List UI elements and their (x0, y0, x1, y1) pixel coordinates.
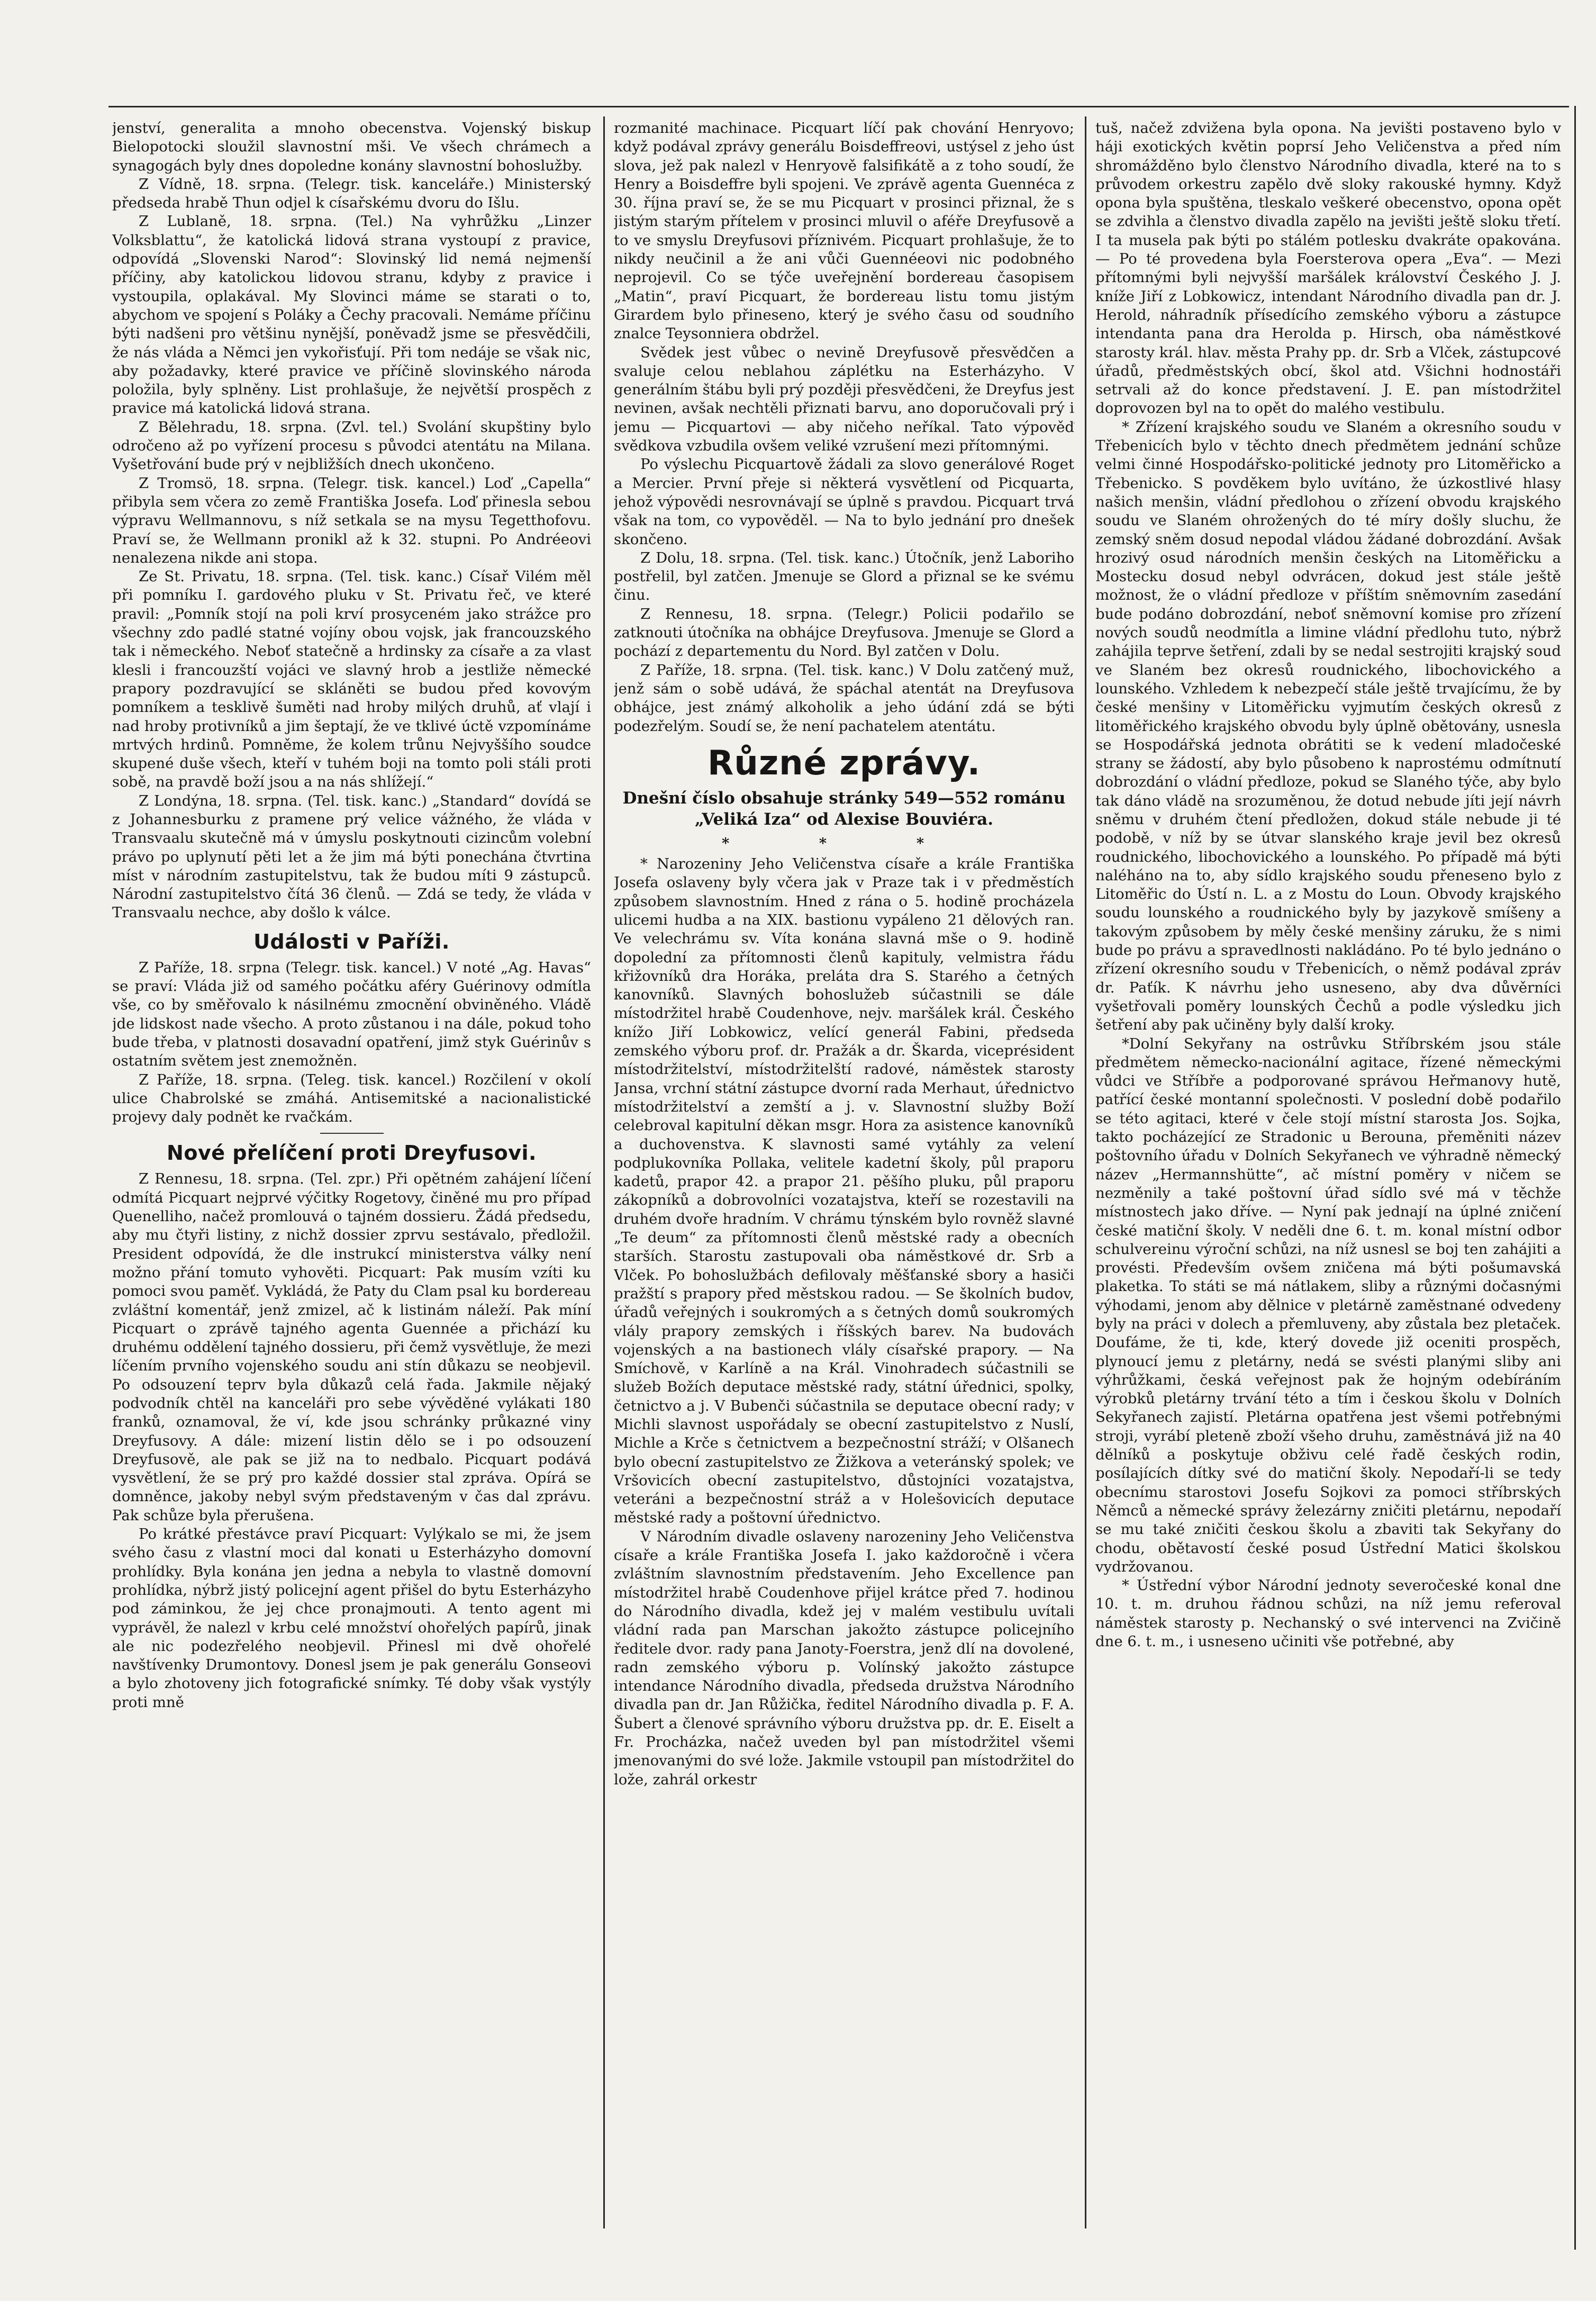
column-right (1095, 119, 1561, 2236)
article-paragraph: Z Paříže, 18. srpna. (Teleg. tisk. kancel.) Rozčilení v okolí ulice Chabrolské se zmáhá. Antisemitské a nacionalistické projevy daly podnět ke rvačkám. (112, 1071, 591, 1126)
article-paragraph: Z Dolu, 18. srpna. (Tel. tisk. kanc.) Útočník, jenž Laboriho postřelil, byl zatčen. Jmenuje se Glord a přiznal se ke svému činu. (614, 549, 1074, 604)
article-paragraph: Z Lublaně, 18. srpna. (Tel.) Na vyhrůžku „Linzer Volksblattu“, že katolická lidová strana vystoupí z pravice, odpovídá „Slovenski Narod“: Slovinský lid nemá nejmenší příčiny, aby katolickou lidovou stranu, kdyby z pravice i vystoupila, oplakával. My Slovinci máme se starati o to, abychom ve spojení s Poláky a Čechy pracovali. Nemáme příčinu býti nadšeni pro většinu nynější, poněvadž jsme se přesvědčili, že nás vláda a Němci jen vykořisťují. Při tom nedáje se však nic, aby požadavky, které pravice ve příčině slovinského národa položila, byly splněny. List prohlašuje, že největší prospěch z pravice má katolická lidová strana. (112, 213, 591, 417)
column-left (112, 119, 591, 2236)
article-paragraph: Z Londýna, 18. srpna. (Tel. tisk. kanc.) „Standard“ dovídá se z Johannesburku z pramene prý velice vážného, že vláda v Transvaalu skutečně má v úmyslu poskytnouti cizincům volební právo po uplynutí pěti let a že jim má býti ponechána čtvrtina míst v národním zastupitelstvu, tak že budou míti 9 zástupců. Národní zastupitelstvo čítá 36 členů. — Zdá se tedy, že vláda v Transvaalu nechce, aby došlo k válce. (112, 792, 591, 922)
article-paragraph: Svědek jest vůbec o nevině Dreyfusově přesvědčen a svaluje celou neblahou záplétku na Esterházyho. V generálním štábu byli prý později přesvědčeni, že Dreyfus jest nevinen, avšak nechtěli přiznati barvu, ano doporučovali prý i jemu — Picquartovi — aby ničeho neříkal. Tato výpověď svědkova vzbudila ovšem veliké vzrušení mezi přítomnými. (614, 344, 1074, 455)
asterisk-divider: * * * (721, 834, 967, 852)
article-paragraph: *Dolní Sekyřany na ostrůvku Stříbrském jsou stále předmětem německo-nacionální agitace, řízené německými vůdci ve Stříbře a podporované správou Heřmanovy hutě, patřící české montanní společnosti. V poslední době podařilo se této agitaci, které v čele stojí místní starosta Jos. Sojka, takto pocházející ze Stradonic u Berouna, přeměniti název poštovního úřadu v Dolních Sekyřanech ve výhradně německý název „Hermannshütte“, ač místní poměry v ničem se nezměnily a také poštovní úřad sídlo své má v těchže místnostech jako dříve. — Nyní pak jednají na úplné zničení české matiční školy. V neděli dne 6. t. m. konal místní odbor schulvereinu výroční schůzi, na níž usnesl se boj ten zahájiti a provésti. Především ovšem zničena má býti pošumavská plaketka. To státi se má nátlakem, sliby a různými dočasnými výhodami, jenom aby dělnice v pletárně zaměstnané odvedeny byly na práci v dolech a přemluveny, aby zůstala bez pletaček. Doufáme, že ti, kde, který dovede již oceniti prospěch, plynoucí jemu z pletárny, nedá se svésti planými sliby ani výhrůžkami, česká veřejnost pak že hojným odebíráním výrobků pletárny trvání této a tím i českou školu v Dolních Sekyřanech zajistí. Pletárna opatřena jest všemi potřebnými stroji, vyrábí pleteně zboží všeho druhu, zaměstnává již na 40 dělníků a poskytuje obživu celé řadě českých rodin, posílajících dítky své do matiční školy. Nepodaří-li se tedy obecnímu starostovi Josefu Sojkovi za pomoci stříbrských Němců a německé správy železárny zničiti pletárnu, nepodaří se mu také zničiti českou školu a zbaviti tak Sekyřany do chodu, obětavostí české posud Ústřední Matici školskou vydržovanou. (1095, 1035, 1561, 1575)
article-paragraph: Po krátké přestávce praví Picquart: Vylýkalo se mi, že jsem svého času z vlastní moci dal konati u Esterházyho domovní prohlídky. Byla konána jen jedna a nebyla to vlastně domovní prohlídka, nýbrž jistý policejní agent přišel do bytu Esterházyho pod záminkou, že jej chce pronajmouti. A tento agent mi vyprávěl, že nalezl v krbu celé množství ohořelých papírů, jinak ale nic podezřelého neobjevil. Přinesl mi dvě ohořelé navštívenky Drumontovy. Donesl jsem je pak generálu Gonseovi a bylo zhotoveny jich fotografické snímky. Té doby však vystýly proti mně (112, 1526, 591, 1711)
article-paragraph: * Zřízení krajského soudu ve Slaném a okresního soudu v Třebenicích bylo v těchto dnech předmětem jednání schůze velmi činné Hospodářsko-politické jednoty pro Litoměřicko a Třebenicko. S povděkem bylo uvítáno, že úzkostlivé hlasy našich menšin, vládní předlohou o zřízení obvodu krajského soudu ve Slaném ohrožených do té míry došly sluchu, že zemský sněm dosud nepodal vládou žádané dobrozdání. Avšak hrozivý osud národních menšin českých na Litoměřicku a Mostecku dosud nebyl odvrácen, dokud jest stále ještě možnost, že o vládní předloze v příštím sněmovním zasedání bude podáno dobrozdání, neboť sněmovní komise pro zřízení nových soudů neodmítla a limine vládní předlohu tuto, nýbrž zahájila teprve šetření, zdali by se nedal sestrojiti krajský soud ve Slaném bez okresů roudnického, libochovického a lounského. Vzhledem k nebezpečí stále ještě trvajícímu, že by české menšiny v Litoměřicku vyjmutím českých okresů z litoměřického krajského obvodu byly úplně obětovány, usnesla se Hospodářská jednota obrátiti se k vedení mladočeské strany se žádostí, aby bylo působeno k naprostému odmítnutí dobrozdání o vládní předloze, pokud se Slaného týče, aby bylo tak dáno vládě na srozuměnou, že dotud nebude jíti její návrh sněmu v druhém čtení předložen, dokud stále nebude ji té podobě, v níž by se útvar slanského kraje jevil bez okresů roudnického, libochovického a lounského. Po případě má býti naléháno na to, aby sídlo krajského soudu přeneseno bylo z Litoměřic do Ústí n. L. a z Mostu do Loun. Obvody krajského soudu lounského a roudnického byly by jazykově smíšeny a takovým způsobem by měly české menšiny záruku, že s nimi bude po právu a spravedlnosti nakládáno. Po té bylo jednáno o zřízení okresního soudu v Třebenicích, o němž podával zpráv dr. Paťík. K návrhu jeho usneseno, aby dva důvěrníci vyšetřovali poměry lounských Čechů a podle výsledku jich šetření aby pak učiněny byly další kroky. (1095, 418, 1561, 1034)
article-heading: Události v Paříži. (253, 930, 450, 953)
article-paragraph: rozmanité machinace. Picquart líčí pak chování Henryovo; když podával zprávy generálu Boisdeffreovi, ustýsel z jeho úst slova, jež pak nalezl v Henryově falsifikátě a z toho soudí, že Henry a Boisdeffre byli spojeni. Ve zprávě agenta Guennéca z 30. října praví se, že se mu Picquart v prosinci přiznal, že s jistým starým přítelem v prosinci mluvil o aféře Dreyfusově a to ve smyslu Dreyfusovi příznivém. Picquart prohlašuje, že to nikdy neučinil a že ani vůči Guennéeovi nic podobného neprojevil. Co se týče uveřejnění bordereau časopisem „Matin“, praví Picquart, že bordereau listu tomu jistým Girardem bylo přineseno, který je svého času od soudního znalce Teysonniera obdržel. (614, 120, 1074, 342)
column-divider-1 (603, 116, 605, 2228)
article-paragraph: Z Rennesu, 18. srpna. (Tel. zpr.) Při opětném zahájení líčení odmítá Picquart nejprvé výčitky Rogetovy, činěné mu pro případ Quenelliho, načež promlouvá o tajném dossieru. Žádá předsedu, aby mu čtyři listiny, z nichž dossier zprvu sestávalo, předložil. President odpovídá, že dle instrukcí ministerstva války není možno přání tomuto vyhověti. Picquart: Pak musím vzíti ku pomoci svou paměť. Vykládá, že Paty du Clam psal ku bordereau zvláštní komentář, jenž zmizel, ač k listinám náleží. Pak míní Picquart o zprávě tajného agenta Guennée a přichází ku druhému oddělení tajného dossieru, při čemž vysvětluje, že mezi líčením prvního vojenského soudu ani stín důkazu se neobjevil. Po odsouzení teprv byla důkazů celá řada. Jakmile nějaký podvodník chtěl na kanceláři pro sebe vývěděné vylákati 180 franků, oznamoval, že ví, kde jsou schránky průkazné viny Dreyfusovy. A dále: mizení listin dělo se i po odsouzení Dreyfusově, ale pak se již na to nedbalo. Picquart podává vysvětlení, že se prý pro každé dossier stal zpráva. Opírá se domněnce, jakoby nebyl svým představeným v čas dal zprávu. Pak schůze byla přerušena. (112, 1170, 591, 1524)
article-paragraph: Z Tromsö, 18. srpna. (Telegr. tisk. kancel.) Loď „Capella“ přibyla sem včera zo země Františka Josefa. Loď přinesla sebou výpravu Wellmannovu, s níž setkala se na mysu Tegetthofovu. Praví se, že Wellmann pronikl až k 32. stupni. Po Andréeovi nenalezena nikde ani stopa. (112, 474, 591, 566)
article-paragraph: jenství, generalita a mnoho obecenstva. Vojenský biskup Bielopotocki sloužil slavnostní mši. Ve všech chrámech a synagogách byly dnes dopoledne konány slavnostní bohoslužby. (112, 120, 591, 174)
article-paragraph: Z Paříže, 18. srpna (Telegr. tisk. kancel.) V noté „Ag. Havas“ se praví: Vláda již od samého počátku aféry Guérinovy odmítla vše, co by směřovalo k násilnému zmocnění obviněného. Vládě jde lidskost nade všecho. A proto zůstanou i na dále, pokud toho bude třeba, v platnosti dosavadní opatření, jimž styk Guérinův s ostatním světem jest znemožněn. (112, 959, 591, 1070)
column-divider-2 (1085, 116, 1086, 2228)
article-paragraph: Po výslechu Picquartově žádali za slovo generálové Roget a Mercier. První přeje si některá vysvětlení od Picquarta, jehož výpovědi nesrovnávají se úplně s pravdou. Picquart trvá však na tom, co vypověděl. — Na to bylo jednání pro dnešek skončeno. (614, 456, 1074, 548)
separator-rule (320, 1133, 384, 1134)
page-edge-rule (1574, 106, 1576, 2250)
section-subtitle: Dnešní číslo obsahuje stránky 549—552 románu „Veliká Iza“ od Alexise Bouviéra. (622, 788, 1066, 829)
article-heading: Nové přelíčení proti Dreyfusovi. (167, 1141, 537, 1165)
article-paragraph: Z Rennesu, 18. srpna. (Telegr.) Policii podařilo se zatknouti útočníka na obhájce Dreyfusova. Jmenuje se Glord a pochází z departementu du Nord. Byl zatčen v Dolu. (614, 605, 1074, 660)
top-rule (108, 106, 1569, 107)
article-paragraph: Z Paříže, 18. srpna. (Tel. tisk. kanc.) V Dolu zatčený muž, jenž sám o sobě udává, že spáchal atentát na Dreyfusova obhájce, jest známý alkoholik a jeho údání zdá se býti podezřelým. Soudí se, že není pachatelem atentátu. (614, 661, 1074, 735)
section-heading: Různé zprávy. (707, 743, 981, 783)
column-middle (614, 119, 1074, 2236)
article-paragraph: V Národním divadle oslaveny narozeniny Jeho Veličenstva císaře a krále Františka Josefa I. jako každoročně i včera zvláštním slavnostním představením. Jeho Excellence pan místodržitel hrabě Coudenhove přijel krátce před 7. hodinou do Národního divadla, kdež jej v malém vestibulu uvítali vládní rada pan Marschan jakožto zástupce policejního ředitele dvor. rady pana Janoty-Foerstra, jenž dlí na dovolené, radn zemského výboru p. Volínský jakožto zástupce intendance Národního divadla, předseda družstva Národního divadla pan dr. Jan Růžička, ředitel Národního divadla p. F. A. Šubert a členové správního výboru družstva pp. dr. E. Eiselt a Fr. Procházka, načež uveden byl pan místodržitel všemi jmenovanými do své lože. Jakmile vstoupil pan místodržitel do lože, zahrál orkestr (614, 1528, 1074, 1788)
article-paragraph: tuš, načež zdvižena byla opona. Na jevišti postaveno bylo v háji exotických květin poprsí Jeho Veličenstva a před ním shromážděno bylo členstvo Národního divadla, které na to s průvodem orkestru zapělo dvě sloky rakouské hymny. Když opona byla spuštěna, tleskalo veškeré obecenstvo, opona opět se zdvihla a členstvo divadla zapělo na jevišti ještě sloku třetí. I ta musela pak býti po stálém potlesku dvakráte opakována. — Po té provedena byla Foersterova opera „Eva“. — Mezi přítomnými byli nejvyšší maršálek království Českého J. J. kníže Jiří z Lobkowicz, intendant Národního divadla pan dr. J. Herold, náhradník přísedícího zemského výboru a zástupce intendanta pana dra Herolda p. Hirsch, oba náměstkové starosty král. hlav. města Prahy pp. dr. Srb a Vlček, zástupcové úřadů, předměstských obcí, škol atd. Všichni hodnostáři setrvali až do konce představení. J. E. pan místodržitel doprovozen byl na to opět do malého vestibulu. (1095, 120, 1561, 417)
article-paragraph: * Ústřední výbor Národní jednoty severočeské konal dne 10. t. m. druhou řádnou schůzi, na níž jemu referoval náměstek starosty p. Nechanský o své intervenci na Zvičině dne 6. t. m., i usneseno učiniti vše potřebné, aby (1095, 1577, 1561, 1650)
article-paragraph: Z Vídně, 18. srpna. (Telegr. tisk. kanceláře.) Ministerský předseda hrabě Thun odjel k císařskému dvoru do Išlu. (112, 175, 591, 212)
article-paragraph: Ze St. Privatu, 18. srpna. (Tel. tisk. kanc.) Císař Vilém měl při pomníku I. gardového pluku v St. Privatu řeč, ve které pravil: „Pomník stojí na poli krví prosyceném jako strážce pro všechny zdo padlé statné vojíny obou vojsk, jak francouzského tak i německého. Neboť statečně a hrdinsky za císaře a za vlast klesli i francouzští vojáci ve slavný hrob a jestliže německé prapory pozdravující se skláněti se budou před kovovým pomníkem a tesklivě šuměti nad hroby milých druhů, ať vlají i nad hroby protivníků a jim šeptají, že ve tklivé úctě vzpomínáme mrtvých hrdinů. Pomněme, že kolem trůnu Nejvyššího soudce skupené duše všech, kteří v tuhém boji na tomto poli stáli proti sobě, na pravdě boží jsou a na nás shlížejí.“ (112, 568, 591, 791)
article-paragraph: * Narozeniny Jeho Veličenstva císaře a krále Františka Josefa oslaveny byly včera jak v Praze tak i v předměstích způsobem slavnostním. Hned z rána o 5. hodině procházela ulicemi hudba a na XIX. bastionu vypáleno 21 dělových ran. Ve velechrámu sv. Víta konána slavná mše o 9. hodině dopolední za přítomnosti členů kapituly, velmistra řádu křižovníků dra Horáka, preláta dra S. Starého a četných kanovníků. Slavných bohoslužeb súčastnili se dále místodržitel hrabě Coudenhove, nejv. maršálek král. Českého knížo Jiří Lobkowicz, velící generál Fabini, předseda zemského výboru prof. dr. Pražák a dr. Škarda, viceprésident místodržitelství, místodržitelští radové, náměstek starosty Jansa, vrchní státní zástupce dvorní rada Merhaut, úřednictvo místodržitelství a zemští a j. v. Slavnostní služby Boží celebroval kapitulní děkan msgr. Hora za asistence kanovníků a duchovenstva. K slavnosti samé vytáhly za velení podplukovníka Pollaka, velitele kadetní školy, půl praporu kadetů, prapor 42. a prapor 21. pěšího pluku, půl praporu zákopníků a dobrovolníci vozatajstva, kteří se rozestavili na druhém dvoře hradním. V chrámu týnském bylo rovněž slavné „Te deum“ za přítomnosti členů městské rady a obecních starších. Starostu zastupovali oba náměstkové dr. Srb a Vlček. Po bohoslužbách defilovaly měšťanské sbory a hasiči pražští s prapory před městskou radou. — Se školních budov, úřadů veřejných i soukromých a s četných domů soukromých vlály prapory zemských i říšských barev. Na budovách vojenských a na bastionech vlály císařské prapory. — Na Smíchově, v Karlíně a na Král. Vinohradech súčastnili se služeb Božích deputace městské rady, státní úřednici, spolky, četnictvo a j. V Bubenči súčastnila se deputace obecní rady; v Michli slavnost uspořádaly se obecní zastupitelstvo z Nuslí, Michle a Krče s četnictvem a bezpečnostní stráží; v Olšanech bylo obecní zastupitelstvo ze Žižkova a veteránský spolek; ve Vršovicích obecní zastupitelstvo, důstojníci vozatajstva, veteráni a bezpečnostní stráž a v Holešovicích deputace městské rady a poštovní úřednictvo. (614, 855, 1074, 1527)
article-paragraph: Z Bělehradu, 18. srpna. (Zvl. tel.) Svolání skupštiny bylo odročeno až po vyřízení procesu s původci atentátu na Milana. Vyšetřování bude prý v nejbližších dnech ukončeno. (112, 418, 591, 473)
